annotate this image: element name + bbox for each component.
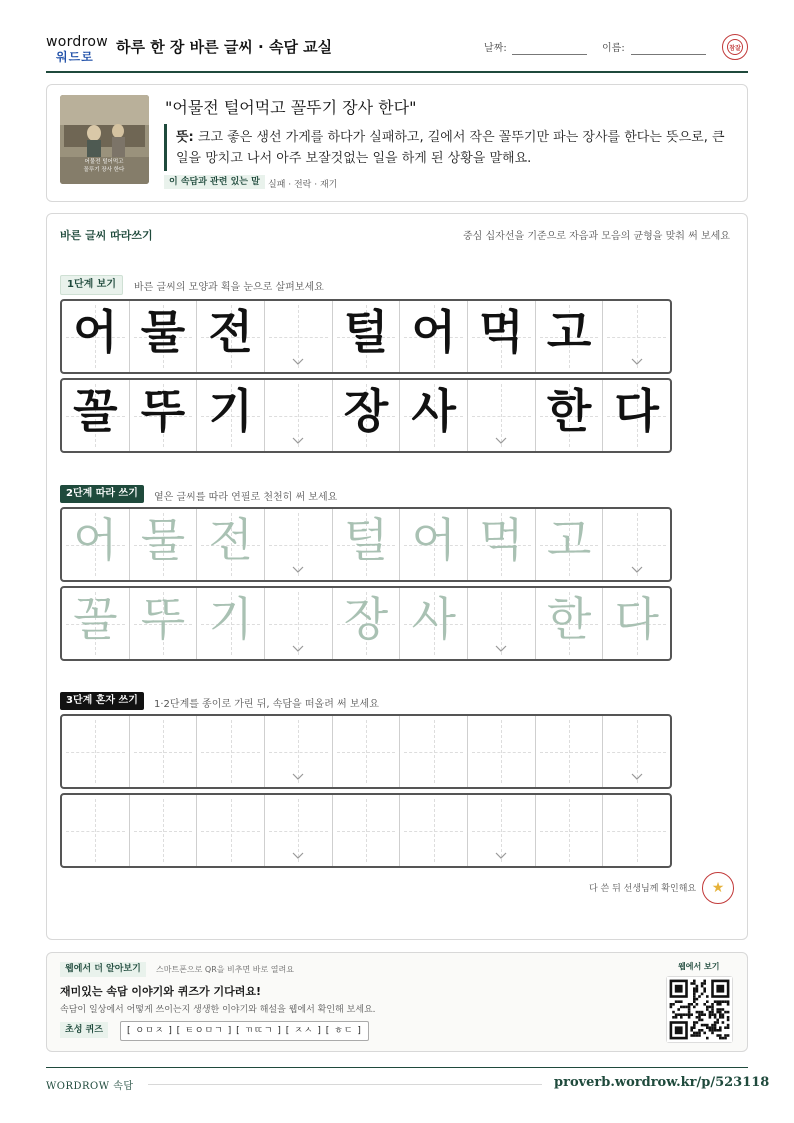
name-field[interactable]	[631, 54, 706, 55]
grid-cell	[333, 380, 401, 451]
space-marker-icon	[631, 566, 643, 574]
grid-cell[interactable]	[62, 588, 130, 659]
space-marker-icon	[495, 645, 507, 653]
space-marker-icon	[495, 437, 507, 445]
grid-cell[interactable]	[197, 588, 265, 659]
grid-cell[interactable]	[265, 509, 333, 580]
grid-character: 한	[546, 384, 592, 438]
grid-character: 물	[140, 513, 186, 567]
space-marker-icon	[292, 645, 304, 653]
grid-character: 꼴	[73, 384, 118, 438]
grid-cell[interactable]	[400, 795, 468, 866]
grid-character: 먹	[479, 513, 524, 567]
grid-cell[interactable]	[468, 588, 536, 659]
grid-cell	[130, 301, 198, 372]
grid-cell	[130, 380, 198, 451]
grid-cell[interactable]	[130, 716, 198, 787]
qr-code-icon[interactable]	[666, 976, 733, 1043]
grid-cell[interactable]	[400, 588, 468, 659]
grid-cell[interactable]	[536, 509, 604, 580]
grid-cell[interactable]	[536, 795, 604, 866]
grid-cell[interactable]	[468, 509, 536, 580]
meaning-accent-bar	[164, 124, 167, 171]
step1-badge: 1단계 보기	[60, 275, 123, 295]
space-marker-icon	[631, 773, 643, 781]
grid-character: 장	[343, 384, 389, 438]
grid-character: 어	[411, 513, 456, 567]
step3-grid-line2[interactable]	[60, 793, 672, 868]
grid-cell	[62, 380, 130, 451]
proverb-illustration	[60, 95, 149, 184]
footer-divider	[46, 1067, 748, 1068]
grid-cell	[603, 380, 670, 451]
grid-cell[interactable]	[265, 716, 333, 787]
grid-cell[interactable]	[333, 588, 401, 659]
meaning-label: 뜻:	[176, 130, 194, 145]
proverb-quote: "어물전 털어먹고 꼴뚜기 장사 한다"	[165, 98, 417, 117]
space-marker-icon	[292, 852, 304, 860]
space-marker-icon	[292, 437, 304, 445]
grid-cell[interactable]	[536, 588, 604, 659]
grid-character: 꼴	[73, 592, 118, 646]
grid-cell[interactable]	[468, 795, 536, 866]
grid-character: 사	[411, 384, 456, 438]
grid-cell[interactable]	[333, 716, 401, 787]
wordrow-logo	[46, 34, 108, 62]
grid-character: 뚜	[140, 384, 186, 438]
grid-cell[interactable]	[197, 509, 265, 580]
qr-label: 웹에서 보기	[678, 962, 720, 971]
step1-grid-line1	[60, 299, 672, 374]
related-words: 실패 · 전락 · 재기	[268, 180, 338, 190]
grid-character: 전	[208, 305, 253, 359]
stamp-icon	[722, 34, 748, 60]
practice-hint: 중심 십자선을 기준으로 자음과 모음의 균형을 맞춰 써 보세요	[463, 231, 730, 242]
step3-description: 1·2단계를 종이로 가린 뒤, 속담을 떠올려 써 보세요	[154, 699, 379, 710]
grid-character: 물	[140, 305, 186, 359]
grid-cell[interactable]	[603, 509, 670, 580]
grid-character: 어	[73, 513, 118, 567]
grid-character: 다	[614, 384, 659, 438]
quiz-initials: [ ㅇㅁㅈ ] [ ㅌㅇㅁㄱ ] [ ㄲㄸㄱ ] [ ㅈㅅ ] [ ㅎㄷ ]	[120, 1021, 369, 1041]
step2-description: 옅은 글씨를 따라 연필로 천천히 써 보세요	[154, 492, 338, 503]
web-description: 속담이 일상에서 어떻게 쓰이는지 생생한 이야기와 해설을 웹에서 확인해 보세요.	[60, 1005, 376, 1015]
grid-cell[interactable]	[130, 795, 198, 866]
grid-cell[interactable]	[603, 716, 670, 787]
grid-cell	[62, 301, 130, 372]
grid-cell	[265, 301, 333, 372]
grid-cell[interactable]	[603, 588, 670, 659]
web-tag: 웹에서 더 알아보기	[60, 962, 146, 977]
grid-cell	[536, 380, 604, 451]
svg-text:어물전 털어먹고: 어물전 털어먹고	[84, 159, 124, 165]
step3-grid-line1[interactable]	[60, 714, 672, 789]
grid-cell	[468, 380, 536, 451]
grid-cell[interactable]	[400, 716, 468, 787]
grid-character: 털	[343, 513, 389, 567]
space-marker-icon	[631, 358, 643, 366]
grid-character: 사	[411, 592, 456, 646]
grid-cell	[197, 301, 265, 372]
grid-character: 먹	[479, 305, 524, 359]
step2-grid-line2[interactable]	[60, 586, 672, 661]
name-label: 이름:	[602, 43, 625, 54]
footer-url[interactable]: proverb.wordrow.kr/p/523118	[554, 1075, 770, 1090]
logo-wordmark: wordrow	[46, 34, 108, 50]
grid-character: 장	[343, 592, 389, 646]
grid-cell[interactable]	[468, 716, 536, 787]
grid-cell	[536, 301, 604, 372]
grid-character: 기	[208, 384, 253, 438]
practice-title: 바른 글씨 따라쓰기	[60, 229, 153, 242]
footer-line	[148, 1084, 542, 1085]
grid-cell[interactable]	[62, 509, 130, 580]
star-badge-icon	[702, 872, 734, 904]
grid-character: 털	[343, 305, 389, 359]
step2-grid-line1[interactable]	[60, 507, 672, 582]
grid-character: 고	[546, 513, 592, 567]
grid-cell[interactable]	[603, 795, 670, 866]
grid-character: 뚜	[140, 592, 186, 646]
grid-cell	[400, 301, 468, 372]
grid-cell[interactable]	[265, 588, 333, 659]
step1-grid-line2	[60, 378, 672, 453]
grid-cell[interactable]	[130, 509, 198, 580]
grid-cell[interactable]	[265, 795, 333, 866]
grid-cell[interactable]	[130, 588, 198, 659]
grid-cell	[197, 380, 265, 451]
step3-badge: 3단계 혼자 쓰기	[60, 692, 144, 710]
grid-cell	[265, 380, 333, 451]
grid-cell	[400, 380, 468, 451]
date-label: 날짜:	[484, 43, 507, 54]
grid-cell	[333, 301, 401, 372]
page-title: 하루 한 장 바른 글씨 · 속담 교실	[116, 38, 333, 56]
web-headline: 재미있는 속담 이야기와 퀴즈가 기다려요!	[60, 985, 261, 998]
grid-cell[interactable]	[197, 716, 265, 787]
quiz-label: 초성 퀴즈	[60, 1022, 108, 1038]
grid-character: 전	[208, 513, 253, 567]
web-tag-sub: 스마트폰으로 QR을 비추면 바로 열려요	[156, 965, 294, 974]
grid-cell[interactable]	[536, 716, 604, 787]
svg-text:꼴뚜기 장사 한다: 꼴뚜기 장사 한다	[83, 167, 125, 173]
footer-brand: WORDROW 속담	[46, 1081, 134, 1092]
space-marker-icon	[292, 358, 304, 366]
qr-pattern	[667, 977, 732, 1042]
grid-cell	[603, 301, 670, 372]
star-icon: ★	[711, 880, 725, 896]
illustration-image	[60, 95, 149, 184]
proverb-meaning	[176, 127, 736, 169]
grid-character: 기	[208, 592, 253, 646]
grid-cell[interactable]	[333, 509, 401, 580]
meaning-text: 크고 좋은 생선 가게를 하다가 실패하고, 길에서 작은 꼴뚜기만 파는 장사를 한다는 뜻으로, 큰일을 망치고 나서 아주 보잘것없는 일을 하게 된 상황을 말해요.	[176, 130, 725, 166]
grid-character: 다	[614, 592, 659, 646]
grid-character: 어	[73, 305, 118, 359]
grid-character: 어	[411, 305, 456, 359]
grid-cell[interactable]	[62, 716, 130, 787]
grid-cell	[468, 301, 536, 372]
grid-cell[interactable]	[62, 795, 130, 866]
space-marker-icon	[292, 773, 304, 781]
grid-cell[interactable]	[197, 795, 265, 866]
step1-description: 바른 글씨의 모양과 획을 눈으로 살펴보세요	[134, 282, 324, 293]
space-marker-icon	[292, 566, 304, 574]
grid-character: 한	[546, 592, 592, 646]
date-field[interactable]	[512, 54, 587, 55]
step2-badge: 2단계 따라 쓰기	[60, 485, 144, 503]
logo-korean: 워드로	[56, 50, 94, 64]
stamp-text: 참잘	[727, 39, 743, 55]
header-divider	[46, 71, 748, 73]
grid-character: 고	[546, 305, 592, 359]
grid-cell[interactable]	[400, 509, 468, 580]
space-marker-icon	[495, 852, 507, 860]
related-tag: 이 속담과 관련 있는 말	[164, 175, 265, 189]
done-note: 다 쓴 뒤 선생님께 확인해요	[589, 884, 697, 894]
grid-cell[interactable]	[333, 795, 401, 866]
